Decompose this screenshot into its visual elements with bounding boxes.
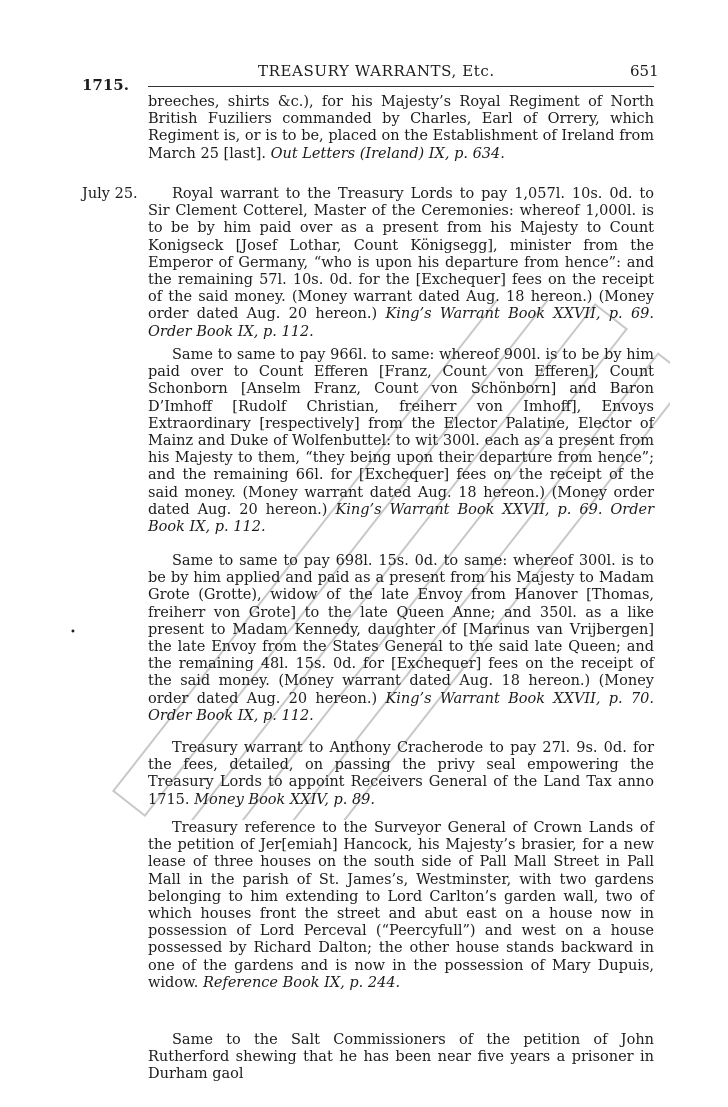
entry-source: King’s Warrant Book XXVII, p. 69. Order Book IX, p. 112.	[148, 306, 655, 340]
entry-text: Royal warrant to the Treasury Lords to pay 1,057l. 10s. 0d. to Sir Clement Cotterel, Master of the Ceremonies: whereof 1,000l. is to be by him paid over as a present from his Majesty to Count Konigseck [Josef Lothar, Count Königsegg], minister from the Emperor of Germany, “who is upon his departure from hence”: and the remaining 57l. 10s. 0d. for the [Exchequer] fees on the receipt of the said money. (Money warrant dated Aug. 18 hereon.) (Money order dated Aug. 20 hereon.)	[148, 186, 654, 323]
entry-text: Same to the Salt Commissioners of the petition of John Rutherford shewing that he has been near five years a prisoner in Durham gaol	[148, 1032, 654, 1083]
entry-text: Same to same to pay 698l. 15s. 0d. to same: whereof 300l. is to be by him applied and paid as a present from his Majesty to Madam Grote (Grotte), widow of the late Envoy from Hanover [Thomas, freiherr von Grote] to the late Queen Anne; and 350l. as a like present to Madam Kennedy, daughter of [Marinus van Vrijbergen] the late Envoy from the States General to the said late Queen; and the remaining 48l. 15s. 0d. for [Exchequer] fees on the receipt of the said money. (Money warrant dated Aug. 18 hereon.) (Money order dated Aug. 20 hereon.)	[148, 553, 654, 707]
running-title: TREASURY WARRANTS, Etc.	[258, 62, 495, 80]
margin-dot: •	[70, 627, 76, 638]
entry-text: Treasury warrant to Anthony Cracherode to pay 27l. 9s. 0d. for the fees, detailed, on passing the privy seal empowering the Treasury Lords to appoint Receivers General of the Land Tax anno 1715.	[148, 740, 654, 808]
entry-text: Same to same to pay 966l. to same: whereof 900l. is to be by him paid over to Count Efferen [Franz, Count von Efferen], Count Schonborn [Anselm Franz, Count von Schönborn] and Baron D’Imhoff [Rudolf Christian, freiherr von Imhoff], Envoys Extraordinary [respectively] from the Elector Palatine, Elector of Mainz and Duke of Wolfenbuttel: to wit 300l. each as a present from his Majesty to them, “they being upon their departure from hence”; and the remaining 66l. for [Exchequer] fees on the receipt of the said money. (Money warrant dated Aug. 18 hereon.) (Money order dated Aug. 20 hereon.)	[148, 347, 654, 518]
header-year: 1715.	[82, 76, 129, 94]
entry-paragraph	[148, 553, 654, 725]
entry-date: July 25.	[82, 186, 138, 202]
entry-paragraph	[148, 740, 654, 809]
header-divider	[148, 86, 654, 87]
entry-source: Reference Book IX, p. 244.	[202, 974, 401, 991]
entry-paragraph	[148, 1032, 654, 1084]
entry-source: King’s Warrant Book XXVII, p. 69. Order Book IX, p. 112.	[148, 501, 655, 536]
entry-text: Treasury reference to the Surveyor General of Crown Lands of the petition of Jer[emiah] Hancock, his Majesty’s brasier, for a new lease of three houses on the south side of Pall Mall Street in Pall Mall in the parish of St. James’s, Westminster, with two gardens belonging to him extending to Lord Carlton’s garden wall, two of which houses front the street and abut east on a house now in possession of Lord Perceval (“Peercyfull”) and west on a house possessed by Richard Dalton; the other house stands backward in one of the gardens and is now in the possession of Mary Dupuis, widow.	[148, 820, 654, 991]
page-number: 651	[630, 62, 659, 80]
entry-paragraph	[148, 94, 654, 163]
entry-text: breeches, shirts &c.), for his Majesty’s Royal Regiment of North British Fuziliers commanded by Charles, Earl of Orrery, which Regiment is, or is to be, placed on the Establishment of Ireland from March 25 [last].	[148, 94, 654, 162]
entry-paragraph	[148, 347, 654, 536]
entry-paragraph	[148, 186, 654, 341]
entry-source: King’s Warrant Book XXVII, p. 70. Order Book IX, p. 112.	[148, 690, 655, 724]
entry-source: Money Book XXIV, p. 89.	[194, 791, 376, 808]
entry-source: Out Letters (Ireland) IX, p. 634.	[270, 145, 505, 162]
entry-paragraph	[148, 820, 654, 992]
